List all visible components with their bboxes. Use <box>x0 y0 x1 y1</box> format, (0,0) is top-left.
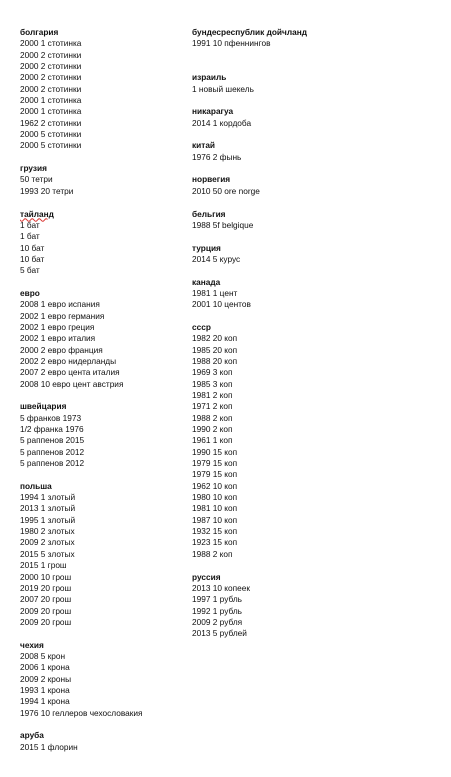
coin-item: 1981 10 коп <box>192 503 238 514</box>
coin-section <box>192 243 432 266</box>
coin-item: 2009 2 кроны <box>20 673 72 684</box>
coin-section <box>20 209 185 277</box>
country-heading: канада <box>192 276 221 287</box>
coin-item: 1994 1 злотый <box>20 492 76 503</box>
country-heading: болгария <box>20 27 59 37</box>
coin-item: 2002 2 евро нидерланды <box>20 355 117 366</box>
coin-item: 1 бат <box>20 219 40 230</box>
coin-item: 2000 1 стотинка <box>20 38 82 49</box>
coin-item: 2013 5 рублей <box>192 628 247 639</box>
country-heading: швейцария <box>20 401 67 412</box>
coin-item: 2008 10 евро цент австрия <box>20 378 124 389</box>
coin-item: 1 бат <box>20 231 40 242</box>
country-heading: ссср <box>192 321 211 332</box>
coin-item: 1988 2 коп <box>192 412 233 423</box>
coin-section <box>20 163 185 197</box>
country-heading: бельгия <box>192 208 226 219</box>
coin-item: 2002 1 евро греция <box>20 321 95 332</box>
coin-item: 2009 2 рубля <box>192 616 243 627</box>
coin-item: 1991 10 пфеннингов <box>192 38 271 49</box>
country-heading: грузия <box>20 163 47 174</box>
coin-item: 1988 20 коп <box>192 355 238 366</box>
coin-item: 2008 1 евро испания <box>20 299 100 310</box>
coin-item: 2009 2 злотых <box>20 537 75 548</box>
coin-item: 2009 20 грош <box>20 616 72 627</box>
left-column <box>20 27 185 764</box>
coin-section <box>20 481 185 628</box>
coin-item: 1988 5f belgique <box>192 219 254 230</box>
coin-section <box>192 277 432 311</box>
coin-section <box>192 209 432 232</box>
coin-section <box>192 72 432 95</box>
country-heading: турция <box>192 242 221 253</box>
coin-item: 1985 20 коп <box>192 344 238 355</box>
coin-section <box>192 140 432 163</box>
coin-item: 2000 10 грош <box>20 571 72 582</box>
coin-section <box>192 106 432 129</box>
coin-item: 10 бат <box>20 242 45 253</box>
coin-item: 2008 5 крон <box>20 650 66 661</box>
coin-item: 2007 2 евро цента италия <box>20 367 120 378</box>
country-heading: китай <box>192 140 216 151</box>
coin-item: 5 раппенов 2015 <box>20 435 85 446</box>
country-heading: руссия <box>192 571 221 582</box>
coin-item: 2000 2 евро франция <box>20 344 103 355</box>
coin-item: 2010 50 ore norge <box>192 185 260 196</box>
coin-item: 2000 2 стотинки <box>20 49 82 60</box>
coin-item: 1993 1 крона <box>20 684 70 695</box>
coin-item: 1932 15 коп <box>192 526 238 537</box>
coin-section <box>20 401 185 469</box>
coin-item: 2015 5 злотых <box>20 548 75 559</box>
coin-item: 1923 15 коп <box>192 537 238 548</box>
country-heading: аруба <box>20 730 44 741</box>
coin-item: 1990 2 коп <box>192 424 233 435</box>
coin-item: 1980 10 коп <box>192 492 238 503</box>
coin-section <box>20 730 185 753</box>
country-heading: норвегия <box>192 174 231 185</box>
coin-item: 1962 2 стотинки <box>20 117 82 128</box>
coin-item: 2000 5 стотинки <box>20 129 82 140</box>
coin-item: 2014 1 кордоба <box>192 117 252 128</box>
coin-item: 1981 2 коп <box>192 390 233 400</box>
coin-item: 1976 2 фынь <box>192 151 242 162</box>
coin-item: 2006 1 крона <box>20 662 70 673</box>
country-heading: евро <box>20 287 40 298</box>
coin-item: 1961 1 коп <box>192 435 233 446</box>
coin-item: 2013 1 злотый <box>20 503 76 514</box>
coin-item: 2015 1 грош <box>20 560 67 571</box>
coin-item: 10 бат <box>20 253 45 264</box>
right-column <box>192 27 432 651</box>
coin-item: 1976 10 геллеров чехословакия <box>20 707 143 718</box>
coin-item: 50 тетри <box>20 174 53 185</box>
coin-item: 1981 1 цент <box>192 287 238 298</box>
coin-section <box>192 572 432 640</box>
country-heading: израиль <box>192 72 227 83</box>
country-heading: польша <box>20 480 52 491</box>
coin-item: 2014 5 курус <box>192 253 241 264</box>
coin-item: 2009 20 грош <box>20 605 72 616</box>
coin-item: 1979 15 коп <box>192 458 238 469</box>
coin-item: 5 франков 1973 <box>20 412 82 423</box>
coin-item: 5 бат <box>20 265 40 276</box>
coin-item: 1979 15 коп <box>192 469 238 480</box>
coin-item: 1988 2 коп <box>192 548 233 559</box>
coin-section <box>192 322 432 560</box>
coin-item: 1 новый шекель <box>192 83 254 94</box>
coin-section <box>192 174 432 197</box>
coin-item: 1992 1 рубль <box>192 605 242 616</box>
coin-item: 2007 20 грош <box>20 594 72 605</box>
coin-item: 2000 5 стотинки <box>20 140 82 151</box>
coin-item: 1990 15 коп <box>192 446 238 457</box>
coin-section <box>20 640 185 719</box>
coin-item: 2001 10 центов <box>192 299 251 310</box>
coin-item: 1982 20 коп <box>192 333 238 344</box>
country-heading: тайланд <box>20 208 54 219</box>
coin-item: 2015 1 флорин <box>20 741 78 752</box>
coin-item: 5 раппенов 2012 <box>20 458 85 469</box>
coin-item: 1969 3 коп <box>192 367 233 378</box>
coin-item: 2000 1 стотинка <box>20 106 82 117</box>
coin-item: 1993 20 тетри <box>20 185 74 196</box>
coin-item: 2000 1 стотинка <box>20 95 82 106</box>
coin-item: 5 раппенов 2012 <box>20 446 85 457</box>
coin-item: 2000 2 стотинки <box>20 83 82 94</box>
coin-item: 2013 10 копеек <box>192 582 250 593</box>
coin-section <box>192 27 432 50</box>
coin-item: 1/2 франка 1976 <box>20 424 84 435</box>
coin-section <box>20 288 185 390</box>
coin-section <box>20 27 185 152</box>
coin-item: 2002 1 евро италия <box>20 333 96 344</box>
country-heading: чехия <box>20 639 44 650</box>
country-heading: бундесреспублик дойчланд <box>192 27 308 37</box>
coin-item: 1997 1 рубль <box>192 594 242 605</box>
coin-item: 2000 2 стотинки <box>20 61 82 72</box>
coin-item: 2002 1 евро германия <box>20 310 105 321</box>
coin-item: 1985 3 коп <box>192 378 233 389</box>
coin-item: 1980 2 злотых <box>20 526 75 537</box>
coin-item: 2019 20 грош <box>20 582 72 593</box>
coin-item: 1995 1 злотый <box>20 514 76 525</box>
country-heading: никарагуа <box>192 106 234 117</box>
coin-item: 1987 10 коп <box>192 514 238 525</box>
coin-item: 1994 1 крона <box>20 696 70 707</box>
coin-item: 2000 2 стотинки <box>20 72 82 83</box>
coin-item: 1962 10 коп <box>192 480 238 491</box>
coin-item: 1971 2 коп <box>192 401 233 412</box>
